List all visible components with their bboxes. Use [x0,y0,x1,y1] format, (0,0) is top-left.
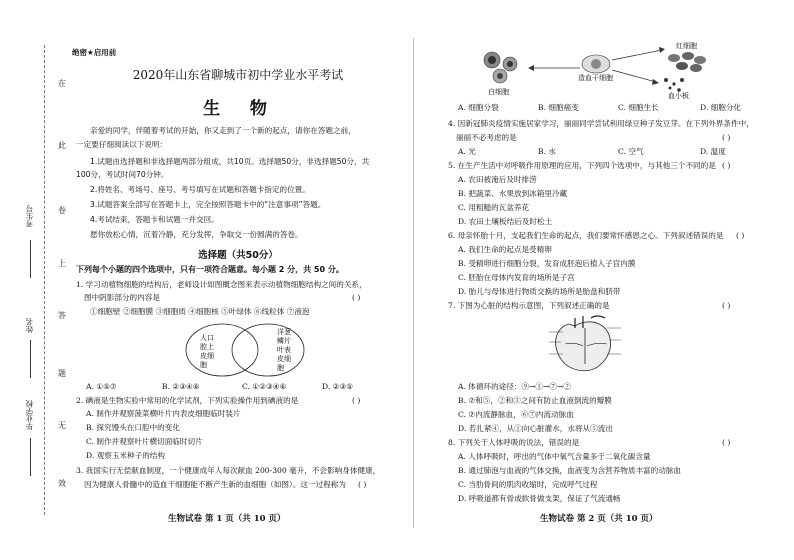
section-title: 选择题（共50分） [198,250,278,261]
answer-bracket: ( ) [736,231,745,240]
option-b[interactable]: B. 探究馒头在口腔中的变化 [86,423,180,432]
page-footer: 生物试卷 第 2 页（共 10 页） [540,514,658,524]
margin-char: 效 [58,479,66,488]
option-d[interactable]: D. 观察玉米种子的结构 [86,451,165,460]
option-b[interactable]: B. ②③④⑥ [162,382,200,391]
question-7-text: 7. 下图为心脏的结构示意图，下列叙述正确的是 [448,301,610,310]
cell-label-platelet: 血小板 [668,92,689,100]
instruction-3: 3.试题答案全部写在答题卡上，完全按照答题卡中的“注意事项”答题。 [90,200,326,209]
venn-left-label: 腔上 [200,343,214,351]
instruction-2: 2.将姓名、考场号、座号、考号填写在试题和答题卡指定的位置。 [90,185,310,194]
option-c[interactable]: C. ⑦内流静脉血，⑥⑦内流动脉血 [458,410,574,419]
answer-bracket: ( ) [722,301,731,310]
question-1-text: 1. 学习动植物细胞的结构后，老师设计如图概念图来表示动植物细胞结构之间的关系， [76,280,367,289]
secret-label: 绝密★启用前 [72,48,117,57]
venn-right-label: 皮细 [277,355,291,363]
question-2-text: 2. 碘液是生物实验中常用的化学试剂，下列实验操作用到碘液的是 [76,396,299,405]
question-8-text: 8. 下列关于人体呼吸的说法，错误的是 [448,438,580,447]
option-b[interactable]: B. 细胞癌变 [538,103,579,112]
margin-char: 答 [58,311,66,320]
margin-label-school: 毕业学校 [25,400,34,430]
option-c[interactable]: C. 制作并观察叶片横切面临时切片 [86,437,203,446]
answer-bracket: ( ) [722,133,731,142]
option-d[interactable]: D. ②③⑤ [322,382,354,391]
option-a[interactable]: A. ①⑤⑦ [86,382,117,391]
question-4-text: 丽丽不必考虑的是 [456,133,517,142]
margin-char: 题 [58,369,66,378]
fill-line [30,340,31,378]
exam-title: 2020年山东省聊城市初中学业水平考试 [132,68,344,82]
venn-right-label: 洋葱 [277,328,291,336]
option-c[interactable]: C. 当肋骨间的肌肉收缩时，完成呼气过程 [458,480,598,489]
cell-label-stem: 造血干细胞 [578,74,613,82]
option-d[interactable]: D. 细胞分化 [700,103,742,112]
venn-right-label: 胞 [277,364,284,372]
venn-diagram [180,320,310,380]
answer-bracket: ( ) [352,396,361,405]
wish-text: 愿你放松心情，沉着冷静，充分发挥，争取交一份圆满的答卷。 [90,230,303,239]
fill-line [30,240,31,278]
option-c[interactable]: C. 细胞生长 [618,103,659,112]
margin-char: 上 [58,259,66,268]
option-a[interactable]: A. 光 [458,147,476,156]
instruction-1: 1.试题由选择题和非选择题两部分组成，共10页。选择题50分，非选择题50分，共 [90,157,370,166]
question-5-text: 5. 在生产生活中对呼吸作用原理的应用，下列四个选项中，与其他三个不同的是 [448,161,716,170]
cell-label-red: 红细胞 [676,42,697,50]
option-a[interactable]: A. 体循环的途径：⑨→①→⑦→② [458,382,571,391]
page-divider [413,38,414,528]
instruction-4: 4.考试结束，答题卡和试题一并交回。 [90,215,219,224]
option-a[interactable]: A. 我们生命的起点是受精卵 [458,245,552,254]
option-a[interactable]: A. 制作并观察菠菜横叶片内表皮细胞临时装片 [86,409,241,418]
blood-cell-diagram [470,40,730,100]
option-b[interactable]: B. 把蔬菜、水果放到冰箱里冷藏 [458,189,568,198]
option-b[interactable]: B. 通过肺泡与血液的气体交换，血液变为含营养物质丰富的动脉血 [458,466,682,475]
question-1-text: 图中阴影部分的内容是 [84,293,160,302]
question-1-items: ①细胞壁 ②细胞膜 ③细胞质 ④细胞核 ⑤叶绿体 ⑥线粒体 ⑦液泡 [90,307,310,316]
venn-left-label: 皮细 [200,352,214,360]
question-3-text: 因为健康人骨髓中的造血干细胞能不断产生新的血细胞（如图）。这一过程称为 [84,480,346,489]
margin-label-name: 姓名 [25,318,34,333]
option-c[interactable]: C. 用粗糙的瓦盆养花 [458,203,530,212]
option-a[interactable]: A. 细胞分裂 [458,103,499,112]
venn-right-label: 鳞片 [277,337,291,345]
option-d[interactable]: D. 若扎紧④，从①向心脏灌水，水将从⑤流出 [458,424,613,433]
subject-title: 生 物 [203,99,273,119]
option-c[interactable]: C. 空气 [618,147,644,156]
option-a[interactable]: A. 农田被淹后及时排涝 [458,175,537,184]
fill-line [30,438,31,476]
answer-bracket: ( ) [722,161,731,170]
option-d[interactable]: D. 呼吸道都有骨或软骨做支架，保证了气流通畅 [458,494,621,503]
option-c[interactable]: C. ①②③④⑥ [242,382,287,391]
answer-bracket: ( ) [722,438,731,447]
margin-label-student-id: 考生号 [25,205,34,228]
binding-line [44,45,45,515]
option-d[interactable]: D. 胎儿与母体进行物质交换的场所是胎盘和脐带 [458,287,621,296]
option-b[interactable]: B. ⑦和⑤，②和③之间有防止血液倒流的瓣膜 [458,396,612,405]
option-a[interactable]: A. 人体呼吸时，呼出的气体中氧气含量多于二氧化碳含量 [458,452,651,461]
option-d[interactable]: D. 温度 [700,147,726,156]
intro-text: 亲爱的同学，伴随着考试的开始，你又走到了一个新的起点，请你在答题之前， [90,126,356,135]
margin-char: 卷 [58,206,66,215]
heart-diagram [545,314,625,376]
option-b[interactable]: B. 水 [538,147,557,156]
question-6-text: 6. 母亲怀胎十月，支起我们生命的起点，我们要常怀感恩之心。下列叙述错误的是 [448,231,724,240]
venn-left-label: 人口 [200,334,214,342]
venn-right-label: 叶表 [277,346,291,354]
question-4-text: 4. 因新冠肺炎疫情实施居家学习，丽丽同学尝试利用绿豆种子发豆芽。在下列外界条件中， [448,119,754,128]
question-3-text: 3. 我国实行无偿献血制度，一个健康成年人每次献血 200-300 毫升，不会影响身体健康， [76,466,381,475]
cell-label-white: 白细胞 [488,88,509,96]
section-desc: 下列每个小题的四个选项中，只有一项符合题意。每小题 2 分，共 50 分。 [76,265,344,274]
instruction-1-cont: 100分，考试时间70分钟。 [76,170,169,179]
option-d[interactable]: D. 农田土壤板结后及时松土 [458,217,553,226]
intro-text: 一定要仔细阅读以下说明： [76,140,168,149]
option-b[interactable]: B. 受精卵进行细胞分裂，发育成胚泡后植入子宫内膜 [458,259,636,268]
option-c[interactable]: C. 胚胎在母体内发育的场所是子宫 [458,273,575,282]
answer-bracket: ( ) [358,480,367,489]
page-footer: 生物试卷 第 1 页（共 10 页） [168,514,286,524]
margin-char: 在 [58,79,66,88]
margin-char: 无 [58,421,66,430]
venn-left-label: 胞 [200,361,207,369]
answer-bracket: ( ) [352,293,361,302]
margin-char: 此 [58,141,66,150]
